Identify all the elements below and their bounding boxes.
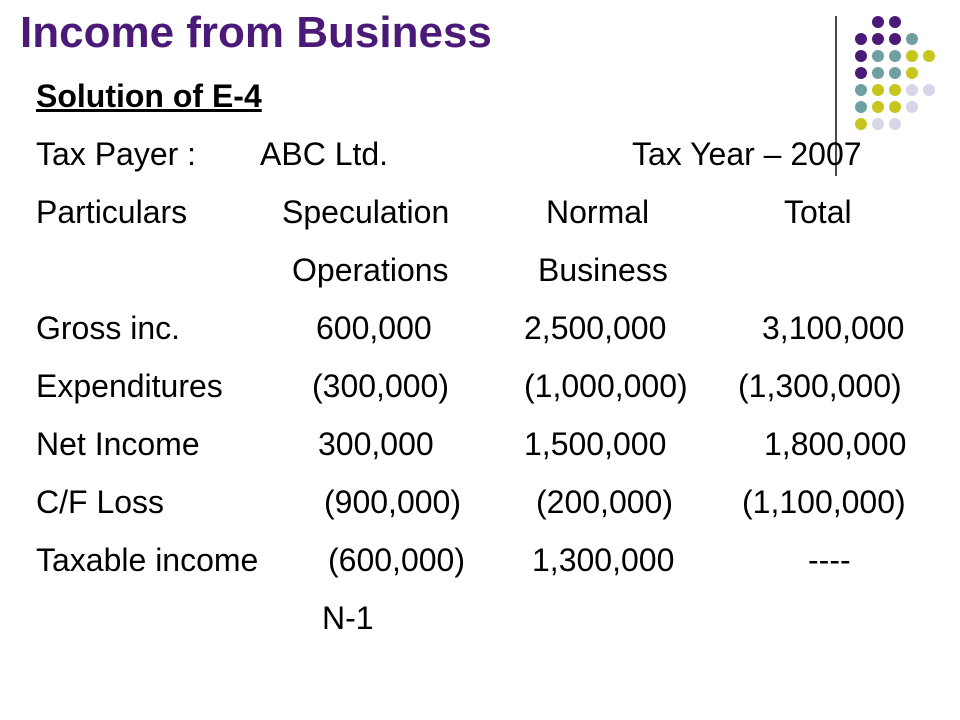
- row-speculation-value: 300,000: [318, 426, 434, 462]
- row-total-value: 1,800,000: [764, 426, 907, 462]
- row-speculation-value: 600,000: [316, 310, 432, 346]
- row-total-value: (1,100,000): [742, 484, 906, 520]
- dot-row-3: [855, 50, 935, 62]
- dot-row-2: [855, 33, 918, 45]
- row-speculation-value: (600,000): [328, 542, 465, 578]
- row-normal-value: 1,500,000: [524, 426, 667, 462]
- column-header-speculation: Speculation: [282, 194, 450, 230]
- row-label: Gross inc.: [36, 310, 181, 346]
- row-speculation-value: (900,000): [324, 484, 461, 520]
- row-total-value: (1,300,000): [738, 368, 902, 404]
- column-header-total: Total: [784, 194, 852, 230]
- row-normal-value: 1,300,000: [532, 542, 675, 578]
- row-normal-value: (1,000,000): [524, 368, 688, 404]
- column-header-particulars: Particulars: [36, 194, 188, 230]
- decorative-dot-grid: [848, 14, 948, 144]
- note-reference: N-1: [322, 600, 374, 636]
- row-normal-value: (200,000): [536, 484, 673, 520]
- row-label: Net Income: [36, 426, 200, 462]
- slide-title: Income from Business: [20, 8, 492, 57]
- dot-row-1: [872, 16, 901, 28]
- dot-row-7: [855, 118, 901, 130]
- row-speculation-value: (300,000): [312, 368, 449, 404]
- column-header-normal-line2: Business: [538, 252, 668, 288]
- column-header-normal: Normal: [546, 194, 650, 230]
- row-label: Taxable income: [36, 542, 259, 578]
- tax-payer-label: Tax Payer :: [36, 136, 197, 172]
- column-header-speculation-line2: Operations: [292, 252, 449, 288]
- dot-row-5: [855, 84, 935, 96]
- row-label: Expenditures: [36, 368, 223, 404]
- slide-subtitle: Solution of E-4: [36, 78, 262, 114]
- row-label: C/F Loss: [36, 484, 165, 520]
- tax-year: Tax Year – 2007: [632, 136, 862, 172]
- tax-payer-value: ABC Ltd.: [260, 136, 389, 172]
- row-total-value: 3,100,000: [762, 310, 905, 346]
- dot-row-4: [855, 67, 918, 79]
- dot-row-6: [855, 101, 918, 113]
- row-total-value: ----: [808, 542, 851, 578]
- row-normal-value: 2,500,000: [524, 310, 667, 346]
